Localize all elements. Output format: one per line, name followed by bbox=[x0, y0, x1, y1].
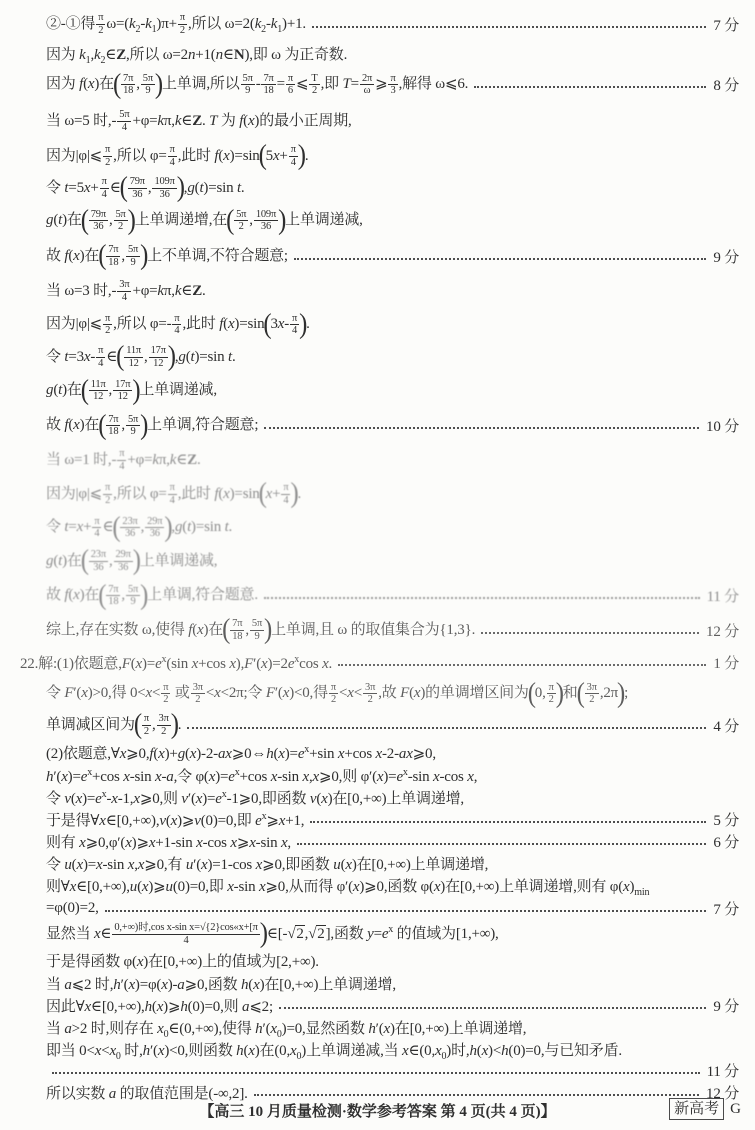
line-content: 则有 x⩾0,φ′(x)⩾x+1-sin x-cos x⩾x-sin x, bbox=[46, 834, 291, 851]
line-content: 所以实数 a 的取值范围是(-∞,2]. bbox=[46, 1085, 248, 1102]
line-content: 则∀x∈[0,+∞),u(x)⩾u(0)=0,即 x-sin x⩾0,从而得 φ′(x)⩾0,函数 φ(x)在[0,+∞)上单调递增,则有 $\varphi(x)_{min}$ bbox=[46, 878, 650, 898]
answer-line-36 bbox=[46, 1038, 739, 1060]
answer-line-27 bbox=[46, 830, 739, 852]
answer-line-31 bbox=[46, 917, 739, 950]
line-content: g(t)在( $\frac{79\pi}{36}$ , $\frac{5\pi}{2}$ )上单调递增,在( $\frac{5\pi}{2}$ , $\frac{109\pi}{36}$ )上单调递减, bbox=[46, 204, 363, 236]
line-content: 令 u(x)=x-sin x,x⩾0,有 u′(x)=1-cos x⩾0,即函数 u(x)在[0,+∞)上单调递增, bbox=[46, 856, 489, 873]
dotted-leader bbox=[297, 834, 706, 845]
score-label: 10 分 bbox=[706, 419, 739, 435]
dotted-leader bbox=[279, 998, 706, 1009]
answer-line-24 bbox=[46, 764, 739, 786]
line-content: 因为|φ|⩽ $\frac{\pi}{2}$ ,所以 φ=- $\frac{\pi}{4}$ ,此时 f(x)=sin(3x- $\frac{\pi}{4}$ ). bbox=[46, 308, 310, 340]
line-content: 令 t=x+ $\frac{\pi}{4}$ ∈( $\frac{23\pi}{36}$ , $\frac{29\pi}{36}$ ),g(t)=sin t. bbox=[46, 511, 233, 543]
answer-line-18 bbox=[46, 578, 739, 613]
answer-line-23 bbox=[46, 740, 739, 764]
answer-line-26 bbox=[46, 808, 739, 830]
line-content: 于是得函数 φ(x)在[0,+∞)上的值域为[2,+∞). bbox=[46, 953, 319, 970]
line-content: 综上,存在实数 ω,使得 f(x)在( $\frac{7\pi}{18}$ , $\frac{5\pi}{9}$ )上单调,且 ω 的取值集合为{1,3}. bbox=[46, 613, 476, 646]
answer-line-2 bbox=[46, 40, 739, 66]
answer-line-20 bbox=[20, 647, 739, 677]
line-content: (2)依题意$,\forall x⩾0,f(x)+g(x)-2-ax⩾0\Leftrightarrow h(x)=e^x+\sin$ x+cos x-2-ax⩾0, bbox=[46, 743, 436, 762]
line-content: ②-①得 $\frac{\pi}{2}$ $\omega=(k_2-k_1)\pi+$ $\frac{\pi}{2}$ ,所以 $\omega=2(k_2-k_1)+1$. bbox=[46, 12, 306, 36]
answer-line-17 bbox=[46, 544, 739, 578]
line-content: 当 ω=1 时,- $\frac{\pi}{4}$ +φ=kπ,k∈Z. bbox=[46, 448, 201, 472]
score-label: 6 分 bbox=[713, 834, 739, 851]
score-label: 12 分 bbox=[706, 623, 739, 640]
line-content: 单调减区间为( $\frac{\pi}{2}$ , $\frac{3\pi}{2}$ ). bbox=[46, 708, 182, 741]
answer-line-28 bbox=[46, 852, 739, 874]
line-content: 令 $v(x)=e^x-x-1,x⩾0$,则 $v'(x)=e^x-1⩾0$,即函数 v(x)在[0,+∞)上单调递增, bbox=[46, 788, 464, 807]
score-label: 11 分 bbox=[706, 589, 739, 605]
answer-line-1 bbox=[46, 8, 739, 40]
dotted-leader bbox=[338, 655, 706, 666]
line-content: 于是得∀x∈[0,+∞),v(x)⩾v(0)=0,即 $e^x⩾x+1$, bbox=[46, 810, 305, 829]
answer-line-8 bbox=[46, 238, 739, 274]
line-content: 令 F′(x)>0,得 0<x< $\frac{\pi}{2}$ 或 $\frac{3\pi}{2}$ <x<2π;令 F′(x)<0,得 $\frac{\pi}{2}$ <x< $\frac{3\pi}{2}$ ,故 F(x)的单调增区间为(0, $\frac{\pi}{2}$ )和( $\frac{3\pi}{2}$ ,2π); bbox=[46, 677, 629, 709]
line-content: 令 t=5x+ $\frac{\pi}{4}$ ∈( $\frac{79\pi}{36}$ , $\frac{109\pi}{36}$ ),g(t)=sin t. bbox=[46, 171, 245, 204]
line-content: 因为|φ|⩽ $\frac{\pi}{2}$ ,所以 φ= $\frac{\pi}{4}$ ,此时 f(x)=sin(x+ $\frac{\pi}{4}$ ). bbox=[46, 477, 302, 510]
line-content: g(t)在( $\frac{23\pi}{36}$ , $\frac{29\pi}{36}$ )上单调递减, bbox=[46, 544, 218, 577]
line-content: $h'(x)=e^x+\cos$ x-sin x-a,令 $\varphi(x)=e^x+\cos$ x-sin x,x⩾0,则 $\varphi'(x)=e^x-\sin$ x-cos x, bbox=[46, 766, 478, 785]
dotted-leader bbox=[312, 17, 706, 28]
dotted-leader bbox=[187, 718, 706, 729]
score-label: 4 分 bbox=[713, 718, 739, 735]
line-content: 当 ω=5 时,- $\frac{5\pi}{4}$ +φ=kπ,k∈Z. T 为 f(x)的最小正周期, bbox=[46, 109, 352, 133]
paper-code: G bbox=[730, 1100, 741, 1117]
line-content: =φ(0)=2, bbox=[46, 899, 99, 916]
line-content: g(t)在( $\frac{11\pi}{12}$ , $\frac{17\pi}{12}$ )上单调递减, bbox=[46, 374, 217, 406]
score-label: 1 分 bbox=[713, 655, 739, 672]
answer-line-11 bbox=[46, 341, 739, 373]
answer-line-21 bbox=[46, 677, 739, 710]
line-content: 当 a⩽2 时,h′(x)=φ(x)-a⩾0,函数 h(x)在[0,+∞)上单调递增, bbox=[46, 976, 396, 993]
answer-line-16 bbox=[46, 511, 739, 544]
line-content: 因此∀x∈[0,+∞),h(x)⩾h(0)=0,则 a⩽2; bbox=[46, 998, 273, 1015]
dotted-leader bbox=[481, 623, 699, 634]
score-label: 5 分 bbox=[713, 812, 739, 829]
answer-lines-container bbox=[20, 8, 739, 1103]
answer-line-6 bbox=[46, 173, 739, 203]
score-label: 7 分 bbox=[713, 901, 739, 918]
line-content: 因为 $k_1,k_2\in Z$,所以 ω=2n+1(n∈N),即 ω 为正奇数. bbox=[46, 46, 348, 66]
line-content: 因为|φ|⩽ $\frac{\pi}{2}$ ,所以 φ= $\frac{\pi}{4}$ ,此时 f(x)=sin(5x+ $\frac{\pi}{4}$ ). bbox=[46, 139, 309, 172]
answer-line-34 bbox=[46, 994, 739, 1016]
answer-line-5 bbox=[46, 139, 739, 173]
line-content: 故 f(x)在( $\frac{7\pi}{18}$ , $\frac{5\pi}{9}$ )上单调,符合题意. bbox=[46, 579, 258, 611]
line-content: 故 f(x)在( $\frac{7\pi}{18}$ , $\frac{5\pi}{9}$ )上单调,符合题意; bbox=[46, 409, 259, 441]
line-content: 显然当 x∈ 0,+∞)时,cos x-sin x=√{2}cos«x+[π 4 )∈[-√2,√2],函数 $y=e^x$ 的值域为[1,+∞), bbox=[46, 917, 499, 950]
line-content: 当 a>2 时,则存在 $x_0\in(0,+\infty)$,使得 $h'(x_0)=0$,显然函数 h′(x)在[0,+∞)上单调递增, bbox=[46, 1020, 527, 1040]
answer-line-4 bbox=[46, 103, 739, 139]
dotted-leader bbox=[294, 249, 706, 260]
dotted-leader bbox=[52, 1063, 700, 1074]
answer-line-13 bbox=[46, 408, 739, 443]
line-content: 故 f(x)在( $\frac{7\pi}{18}$ , $\frac{5\pi}{9}$ )上不单调,不符合题意; bbox=[46, 239, 288, 272]
dotted-leader bbox=[264, 588, 700, 599]
exam-type-badge: 新高考 bbox=[669, 1098, 724, 1120]
answer-line-14 bbox=[46, 443, 739, 477]
answer-line-15 bbox=[46, 477, 739, 511]
answer-line-37 bbox=[46, 1060, 739, 1081]
footer-title: 【高三 10 月质量检测·数学参考答案 第 4 页(共 4 页)】 bbox=[199, 1104, 556, 1120]
footer-right bbox=[669, 1098, 741, 1120]
dotted-leader bbox=[264, 418, 699, 429]
answer-line-32 bbox=[46, 948, 739, 972]
answer-line-29 bbox=[46, 874, 739, 896]
score-label: 9 分 bbox=[713, 249, 739, 266]
answer-line-9 bbox=[46, 274, 739, 308]
answer-line-22 bbox=[46, 710, 739, 740]
answer-line-3 bbox=[46, 66, 739, 103]
line-content: 即当 $0<x<x_0$ 时,h′(x)<0,则函数 h(x)在$(0,x_0)$上单调递减,当 $x\in(0,x_0)$时,h(x)<h(0)=0,与已知矛盾. bbox=[46, 1042, 622, 1062]
answer-line-25 bbox=[46, 786, 739, 808]
line-content: 22.解:(1)依题意$,F(x)=e^x(\sin$ x+cos $x),F'(x)=2e^x\cos$ x. bbox=[20, 653, 333, 672]
dotted-leader bbox=[474, 77, 706, 88]
score-label: 12 分 bbox=[706, 1085, 739, 1102]
answer-line-7 bbox=[46, 203, 739, 238]
answer-line-19 bbox=[46, 613, 739, 647]
score-label: 11 分 bbox=[706, 1064, 739, 1080]
line-content: 因为 f(x)在( $\frac{7\pi}{18}$ , $\frac{5\pi}{9}$ )上单调,所以 $\frac{5\pi}{9}$ - $\frac{7\pi}{18}$ = $\frac{\pi}{6}$ ⩽ $\frac{T}{2}$ ,即 T= $\frac{2\pi}{\omega}$ ⩾ $\frac{\pi}{3}$ ,解得 ω⩽6. bbox=[46, 68, 469, 100]
answer-line-30 bbox=[46, 896, 739, 920]
answer-line-10 bbox=[46, 308, 739, 341]
dotted-leader bbox=[254, 1085, 699, 1096]
page-footer bbox=[0, 1100, 755, 1124]
dotted-leader bbox=[105, 901, 707, 912]
score-label: 7 分 bbox=[713, 17, 739, 34]
answer-line-35 bbox=[46, 1016, 739, 1038]
score-label: 9 分 bbox=[713, 998, 739, 1015]
line-content: 当 ω=3 时,- $\frac{3\pi}{4}$ +φ=kπ,k∈Z. bbox=[46, 279, 206, 303]
answer-line-12 bbox=[46, 373, 739, 408]
answer-line-33 bbox=[46, 972, 739, 994]
score-label: 8 分 bbox=[713, 78, 739, 94]
line-content: 令 t=3x- $\frac{\pi}{4}$ ∈( $\frac{11\pi}{12}$ , $\frac{17\pi}{12}$ ),g(t)=sin t. bbox=[46, 340, 236, 373]
dotted-leader bbox=[310, 812, 706, 823]
